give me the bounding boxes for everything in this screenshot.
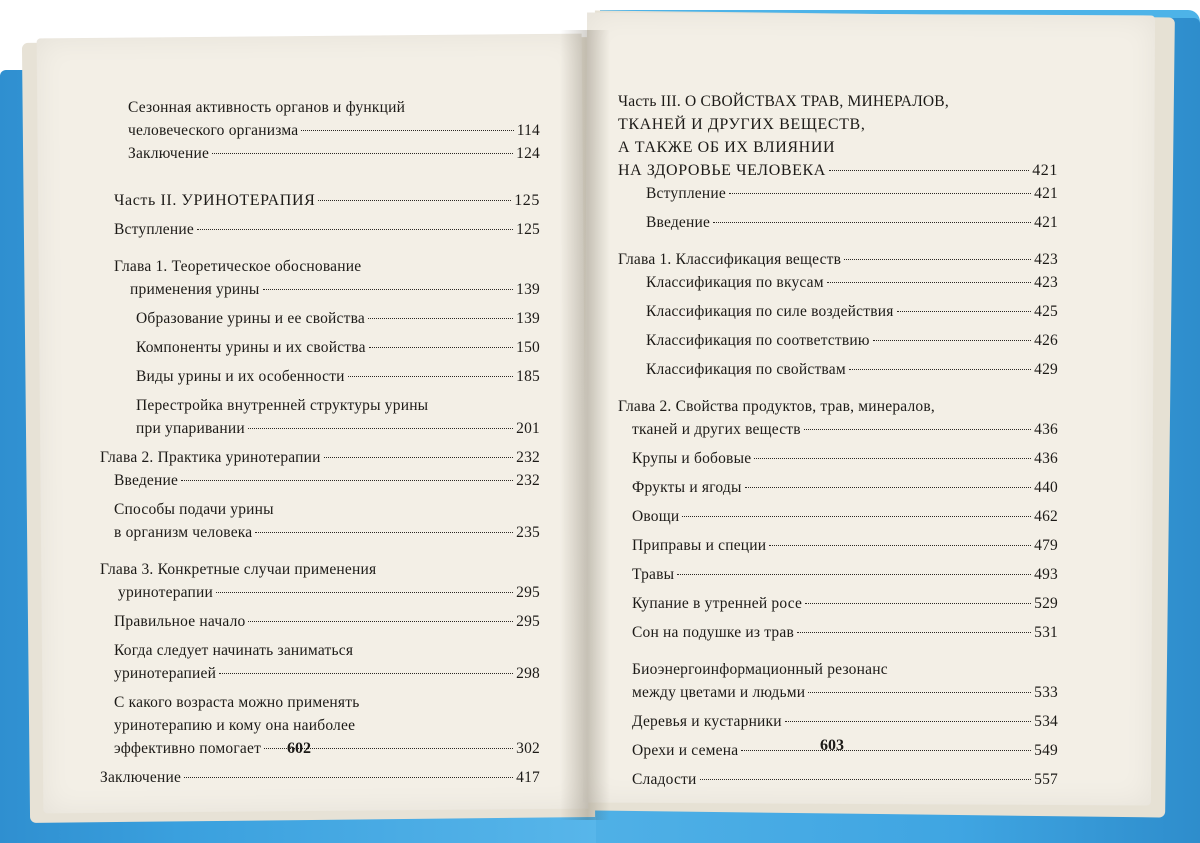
toc-entry (618, 592, 1058, 615)
toc-page: 421 (1034, 185, 1058, 202)
toc-entry (100, 446, 540, 469)
toc-page: 298 (516, 665, 540, 682)
toc-entry (100, 469, 540, 492)
toc-line: Глава 1. Теоретическое обоснование (114, 258, 362, 275)
toc-title: НА ЗДОРОВЬЕ ЧЕЛОВЕКА (618, 162, 826, 179)
toc-page: 425 (1034, 303, 1058, 320)
toc-entry (100, 639, 540, 685)
toc-title: в организм человека (114, 524, 253, 541)
toc-title: Деревья и кустарники (632, 713, 782, 730)
toc-entry (100, 558, 540, 604)
toc-title: применения урины (130, 281, 260, 298)
toc-right (618, 90, 1058, 791)
toc-line: А ТАКЖЕ ОБ ИХ ВЛИЯНИИ (618, 139, 836, 156)
toc-page: 139 (516, 310, 540, 327)
toc-entry (618, 621, 1058, 644)
dot-leader (797, 632, 1031, 633)
toc-page: 557 (1034, 771, 1058, 788)
toc-page: 421 (1032, 162, 1058, 179)
toc-line: ТКАНЕЙ И ДРУГИХ ВЕЩЕСТВ, (618, 116, 866, 133)
toc-title: Купание в утренней росе (632, 595, 803, 612)
toc-line: Когда следует начинать заниматься (114, 642, 354, 659)
dot-leader (844, 259, 1031, 260)
toc-entry (618, 90, 1058, 182)
toc-entry (100, 307, 540, 330)
toc-line: уринотерапию и кому она наиболее (114, 717, 356, 734)
toc-line: Перестройка внутренней структуры урины (136, 397, 429, 414)
toc-page: 426 (1034, 332, 1058, 349)
toc-entry (618, 658, 1058, 704)
toc-entry (618, 358, 1058, 381)
dot-leader (255, 532, 513, 533)
toc-title: Классификация по силе воздействия (646, 303, 894, 320)
toc-line: Часть III. О СВОЙСТВАХ ТРАВ, МИНЕРАЛОВ, (618, 93, 949, 110)
toc-title: Заключение (100, 769, 182, 786)
dot-leader (700, 779, 1032, 780)
dot-leader (197, 229, 513, 230)
toc-title: Вступление (114, 221, 194, 238)
toc-line: Сезонная активность органов и функций (128, 99, 406, 116)
toc-entry (618, 534, 1058, 557)
toc-page: 150 (516, 339, 540, 356)
toc-entry (618, 710, 1058, 733)
toc-entry (100, 691, 540, 760)
toc-page: 125 (516, 221, 540, 238)
dot-leader (248, 621, 513, 622)
toc-entry (618, 563, 1058, 586)
toc-line: С какого возраста можно применять (114, 694, 360, 711)
toc-page: 139 (516, 281, 540, 298)
toc-page: 529 (1034, 595, 1058, 612)
toc-title: тканей и других веществ (632, 421, 801, 438)
dot-leader (216, 592, 513, 593)
toc-title: Орехи и семена (632, 742, 739, 759)
toc-page: 533 (1034, 684, 1058, 701)
toc-line: Биоэнергоинформационный резонанс (632, 661, 888, 678)
toc-line: Способы подачи урины (114, 501, 274, 518)
dot-leader (248, 428, 513, 429)
toc-page: 440 (1034, 479, 1058, 496)
toc-title: эффективно помогает (114, 740, 262, 757)
dot-leader (741, 750, 1031, 751)
toc-page: 421 (1034, 214, 1058, 231)
dot-leader (827, 282, 1031, 283)
toc-entry (618, 505, 1058, 528)
toc-title: Травы (632, 566, 675, 583)
toc-title: уринотерапии (118, 584, 213, 601)
toc-title: Виды урины и их особенности (136, 368, 345, 385)
toc-page: 549 (1034, 742, 1058, 759)
toc-entry (618, 300, 1058, 323)
toc-page: 235 (516, 524, 540, 541)
page-number-right: 603 (820, 737, 844, 754)
dot-leader (849, 369, 1031, 370)
toc-entry (100, 142, 540, 165)
dot-leader (785, 721, 1031, 722)
dot-leader (219, 673, 513, 674)
toc-entry (618, 395, 1058, 441)
dot-leader (348, 376, 513, 377)
dot-leader (713, 222, 1031, 223)
toc-title: Введение (114, 472, 179, 489)
toc-entry (100, 610, 540, 633)
toc-page: 436 (1034, 421, 1058, 438)
toc-page: 479 (1034, 537, 1058, 554)
dot-leader (263, 289, 514, 290)
toc-title: Компоненты урины и их свойства (136, 339, 366, 356)
toc-title: между цветами и людьми (632, 684, 806, 701)
toc-title: Правильное начало (114, 613, 246, 630)
toc-title: Овощи (632, 508, 680, 525)
toc-page: 185 (516, 368, 540, 385)
toc-entry (618, 211, 1058, 234)
toc-page: 534 (1034, 713, 1058, 730)
dot-leader (677, 574, 1031, 575)
toc-title: Фрукты и ягоды (632, 479, 742, 496)
toc-entry (618, 182, 1058, 205)
dot-leader (754, 458, 1031, 459)
page-number-left: 602 (287, 740, 311, 757)
toc-page: 493 (1034, 566, 1058, 583)
toc-page: 417 (516, 769, 540, 786)
dot-leader (769, 545, 1031, 546)
toc-title: Заключение (128, 145, 210, 162)
toc-page: 125 (514, 192, 540, 209)
toc-title: Часть II. УРИНОТЕРАПИЯ (114, 192, 316, 209)
toc-title: Глава 2. Практика уринотерапии (100, 449, 321, 466)
toc-page: 423 (1034, 251, 1058, 268)
toc-title: Образование урины и ее свойства (136, 310, 365, 327)
toc-page: 232 (516, 472, 540, 489)
toc-line: Глава 2. Свойства продуктов, трав, минералов, (618, 398, 935, 415)
toc-entry (100, 766, 540, 789)
toc-title: Сладости (632, 771, 697, 788)
dot-leader (804, 429, 1031, 430)
toc-title: Крупы и бобовые (632, 450, 752, 467)
toc-entry (100, 394, 540, 440)
toc-left (100, 96, 540, 789)
dot-leader (324, 457, 513, 458)
toc-title: Сон на подушке из трав (632, 624, 794, 641)
toc-entry (100, 365, 540, 388)
toc-entry (618, 271, 1058, 294)
dot-leader (729, 193, 1031, 194)
toc-title: уринотерапией (114, 665, 217, 682)
toc-page: 114 (516, 122, 540, 139)
toc-title: при упаривании (136, 420, 245, 437)
dot-leader (181, 480, 513, 481)
toc-page: 295 (516, 613, 540, 630)
toc-line: Глава 3. Конкретные случаи применения (100, 561, 377, 578)
toc-page: 531 (1034, 624, 1058, 641)
toc-title: Классификация по свойствам (646, 361, 846, 378)
toc-page: 201 (516, 420, 540, 437)
toc-title: Вступление (646, 185, 726, 202)
toc-entry (100, 189, 540, 212)
toc-title: Введение (646, 214, 711, 231)
toc-entry (100, 218, 540, 241)
dot-leader (682, 516, 1031, 517)
toc-title: Приправы и специи (632, 537, 767, 554)
toc-entry (100, 336, 540, 359)
toc-entry (618, 248, 1058, 271)
toc-entry (618, 447, 1058, 470)
toc-entry (100, 255, 540, 301)
dot-leader (897, 311, 1032, 312)
toc-entry (618, 768, 1058, 791)
dot-leader (318, 200, 511, 201)
toc-title: Глава 1. Классификация веществ (618, 251, 842, 268)
toc-page: 302 (516, 740, 540, 757)
dot-leader (301, 130, 513, 131)
dot-leader (873, 340, 1031, 341)
toc-page: 423 (1034, 274, 1058, 291)
toc-page: 232 (516, 449, 540, 466)
toc-entry (618, 329, 1058, 352)
dot-leader (212, 153, 513, 154)
toc-entry (100, 96, 540, 142)
book-gutter (560, 30, 610, 820)
dot-leader (805, 603, 1031, 604)
toc-page: 429 (1034, 361, 1058, 378)
toc-entry (100, 498, 540, 544)
dot-leader (368, 318, 513, 319)
dot-leader (829, 170, 1029, 171)
toc-title: Классификация по вкусам (646, 274, 824, 291)
dot-leader (369, 347, 513, 348)
dot-leader (808, 692, 1031, 693)
toc-entry (618, 476, 1058, 499)
toc-page: 295 (516, 584, 540, 601)
toc-title: Классификация по соответствию (646, 332, 870, 349)
toc-title: человеческого организма (128, 122, 299, 139)
dot-leader (745, 487, 1032, 488)
toc-page: 462 (1034, 508, 1058, 525)
toc-page: 124 (516, 145, 540, 162)
toc-page: 436 (1034, 450, 1058, 467)
dot-leader (184, 777, 513, 778)
